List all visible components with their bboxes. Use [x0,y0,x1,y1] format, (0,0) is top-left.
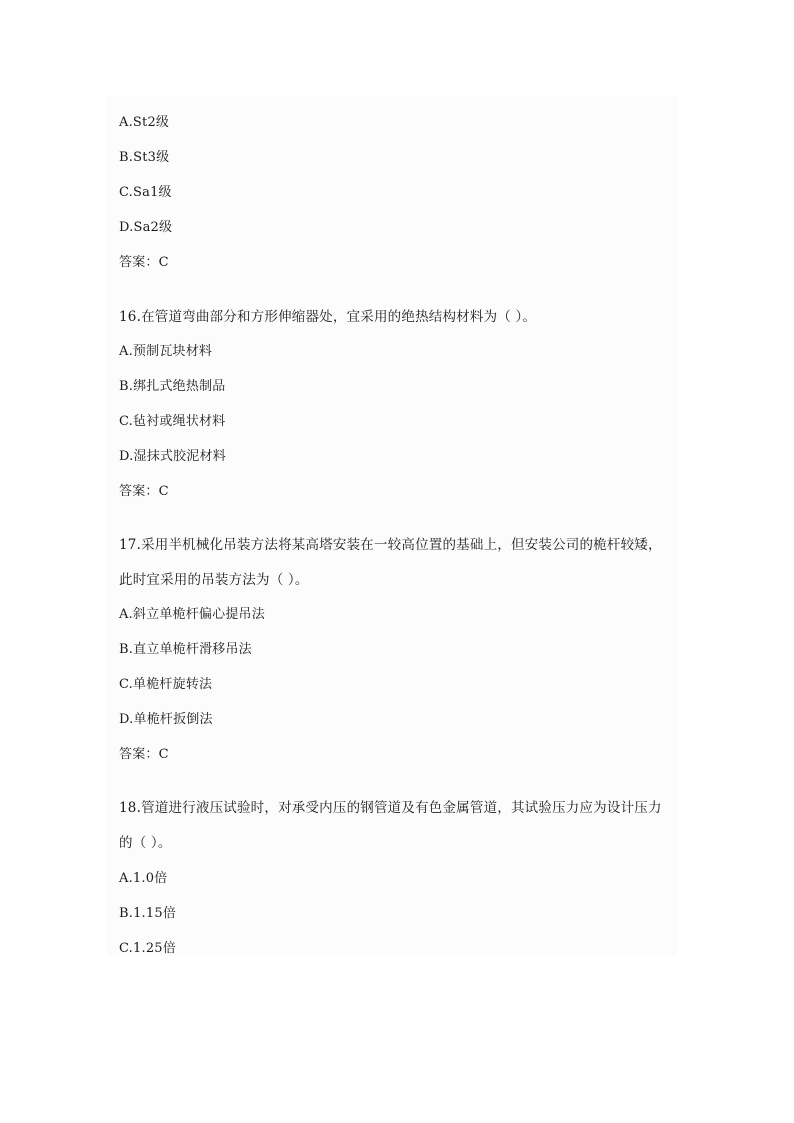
question-16-text: 16.在管道弯曲部分和方形伸缩器处，宜采用的绝热结构材料为（ ）。 [119,309,537,325]
option-d: D.Sa2级 [119,220,173,235]
option-c: C.Sa1级 [119,185,172,200]
question-18-text-line-1: 18.管道进行液压试验时，对承受内压的钢管道及有色金属管道，其试验压力应为设计压力 [119,800,662,816]
option-b: B.绑扎式绝热制品 [119,379,226,394]
answer-text: 答案：C [119,255,169,270]
option-d: D.湿抹式胶泥材料 [119,449,226,464]
question-17-text-line-1: 17.采用半机械化吊装方法将某高塔安装在一较高位置的基础上，但安装公司的桅杆较矮， [119,537,662,553]
option-b: B.St3级 [119,150,170,165]
answer-text: 答案：C [119,747,169,762]
option-b: B.直立单桅杆滑移吊法 [119,642,252,657]
option-d: D.单桅杆扳倒法 [119,712,213,727]
question-17-text-line-2: 此时宜采用的吊装方法为（ ）。 [119,572,309,588]
answer-text: 答案：C [119,484,169,499]
document-page-content [107,96,677,956]
option-a: A.1.0倍 [119,871,168,886]
option-a: A.斜立单桅杆偏心提吊法 [119,607,265,622]
question-18-text-line-2: 的（ ）。 [119,835,172,851]
option-c: C.毡衬或绳状材料 [119,414,226,429]
option-a: A.St2级 [119,115,170,130]
option-c: C.1.25倍 [119,941,176,956]
option-c: C.单桅杆旋转法 [119,677,213,692]
option-a: A.预制瓦块材料 [119,344,213,359]
option-b: B.1.15倍 [119,906,177,921]
